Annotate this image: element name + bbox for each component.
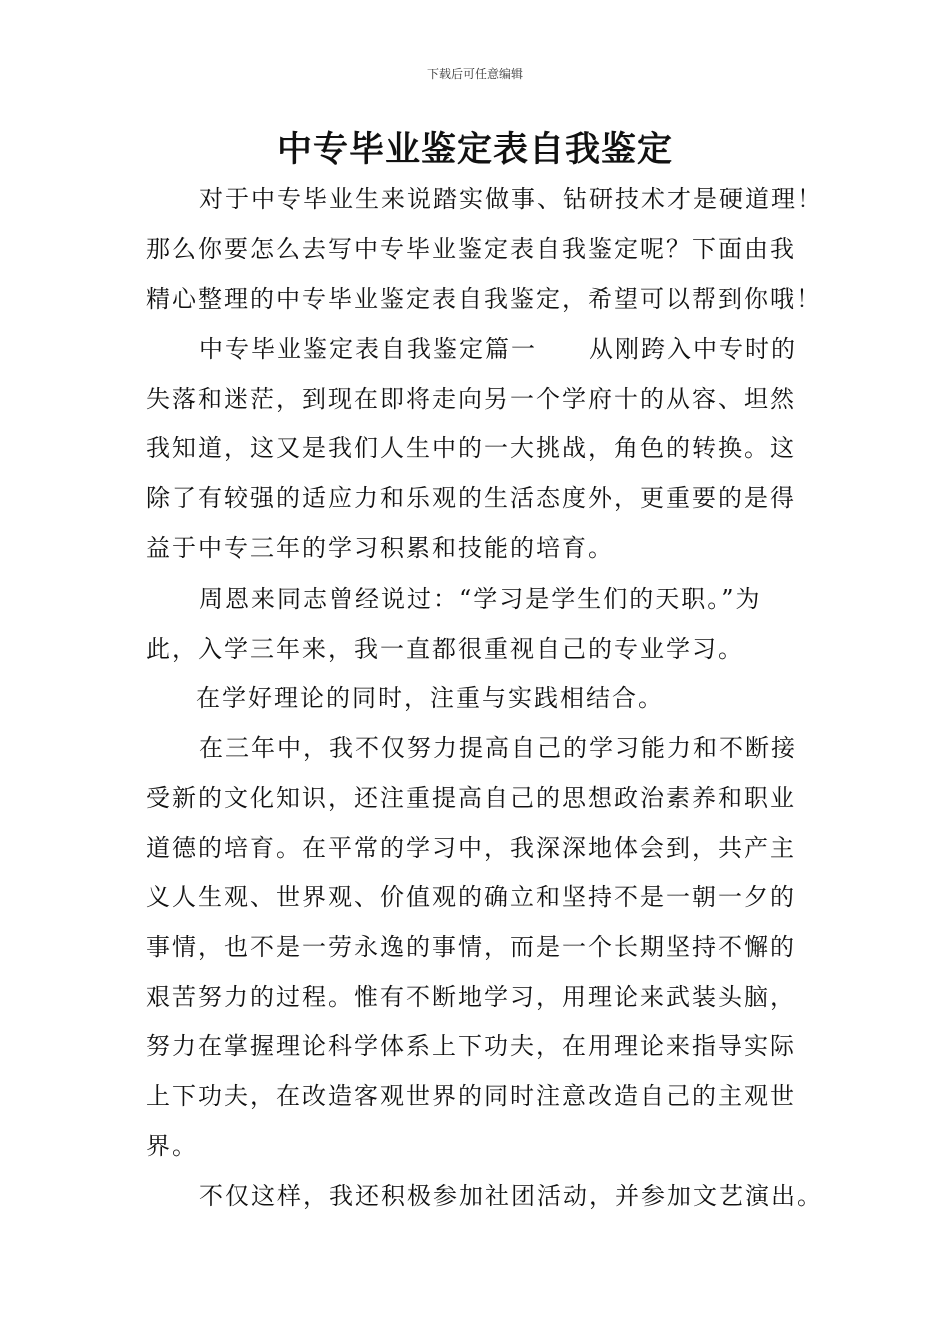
- body-line: 受新的文化知识，还注重提高自己的思想政治素养和职业: [146, 784, 796, 812]
- body-line: 失落和迷茫，到现在即将走向另一个学府十的从容、坦然: [146, 385, 796, 413]
- body-line: 那么你要怎么去写中专毕业鉴定表自我鉴定呢？下面由我: [146, 235, 796, 263]
- body-line: 艰苦努力的过程。惟有不断地学习，用理论来武装头脑，: [146, 983, 796, 1011]
- body-line: 努力在掌握理论科学体系上下功夫，在用理论来指导实际: [146, 1032, 796, 1060]
- body-line: 在三年中，我不仅努力提高自己的学习能力和不断接: [199, 734, 797, 762]
- body-line: 精心整理的中专毕业鉴定表自我鉴定，希望可以帮到你哦！: [146, 285, 822, 313]
- body-line: 在学好理论的同时，注重与实践相结合。: [196, 684, 664, 712]
- body-line: 上下功夫，在改造客观世界的同时注意改造自己的主观世: [146, 1082, 796, 1110]
- body-line: 道德的培育。在平常的学习中，我深深地体会到，共产主: [146, 834, 796, 862]
- body-line: 界。: [146, 1132, 198, 1160]
- body-line: 不仅这样，我还积极参加社团活动，并参加文艺演出。: [199, 1182, 823, 1210]
- body-line: 此，入学三年来，我一直都很重视自己的专业学习。: [146, 635, 744, 663]
- document-title: 中专毕业鉴定表自我鉴定: [276, 129, 673, 170]
- body-line: 除了有较强的适应力和乐观的生活态度外，更重要的是得: [146, 484, 796, 512]
- body-line: 对于中专毕业生来说踏实做事、钻研技术才是硬道理！: [199, 185, 823, 213]
- body-line: 我知道，这又是我们人生中的一大挑战，角色的转换。这: [146, 434, 796, 462]
- body-line: 周恩来同志曾经说过：“学习是学生们的天职。”为: [199, 585, 762, 613]
- body-line: 义人生观、世界观、价值观的确立和坚持不是一朝一夕的: [146, 883, 796, 911]
- body-line: 中专毕业鉴定表自我鉴定篇一 从刚跨入中专时的: [199, 335, 797, 363]
- body-line: 益于中专三年的学习积累和技能的培育。: [146, 534, 614, 562]
- body-line: 事情，也不是一劳永逸的事情，而是一个长期坚持不懈的: [146, 933, 796, 961]
- header-note: 下载后可任意编辑: [426, 67, 523, 81]
